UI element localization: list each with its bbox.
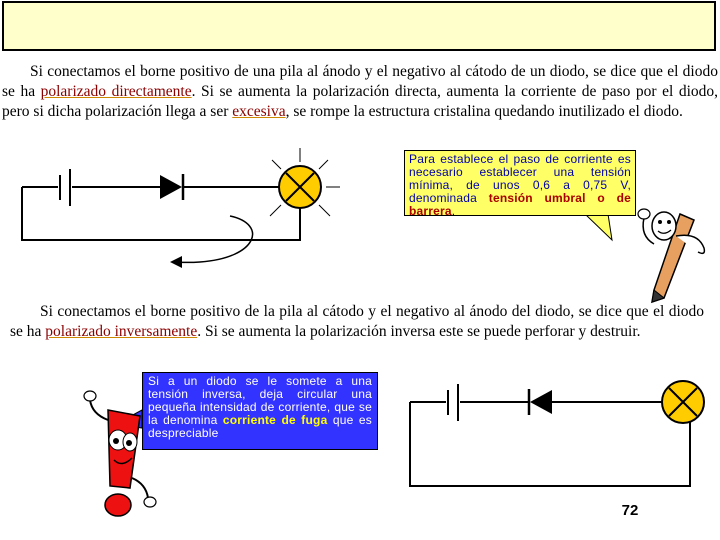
bubble-threshold-voltage: Para establece el paso de corriente es necesario establecer una tensión mínima, de unos 0,6 a 0,75 V, denominada tensión umbral o de barrera.	[404, 150, 636, 216]
term-tension-umbral: tensión umbral o de barrera	[409, 191, 632, 218]
term-polarizado-directamente: polarizado directamente	[40, 83, 192, 100]
page-number: 72	[621, 502, 639, 519]
paragraph-reverse-bias: Si conectamos el borne positivo de la pila al cátodo y el negativo al ánodo del diodo, se dice que el diodo se ha polarizado inversamente. Si se aumenta la polarización inversa este se puede perforar y destruir.	[10, 303, 704, 340]
term-corriente-de-fuga: corriente de fuga	[222, 413, 328, 427]
current-arrow	[170, 216, 253, 268]
bubble1-tail	[585, 214, 612, 240]
diode-symbol	[160, 174, 183, 200]
pencil-mascot	[638, 209, 704, 302]
circuit2-wires	[410, 402, 690, 486]
lamp-symbol-off	[662, 381, 704, 423]
term-polarizado-inversamente: polarizado inversamente	[45, 323, 198, 340]
battery-symbol-2	[448, 384, 458, 421]
diode-symbol-reversed	[529, 389, 552, 415]
bubble-leakage-current: Si a un diodo se le somete a una tensión inversa, deja circular una pequeña intensidad de corriente, que se la denomina corriente de fuga que es despreciable	[142, 372, 378, 450]
term-excesiva: excesiva	[232, 103, 286, 120]
battery-symbol	[60, 169, 70, 206]
paragraph-forward-bias: Si conectamos el borne positivo de una pila al ánodo y el negativo al cátodo de un diodo, se dice que el diodo se ha polarizado directamente. Si se aumenta la polarización directa, aumenta la corriente de paso por el diodo, pero si dicha polarización llega a ser excesiva, se rompe la estructura cristalina quedando inutilizado el diodo.	[2, 63, 719, 120]
